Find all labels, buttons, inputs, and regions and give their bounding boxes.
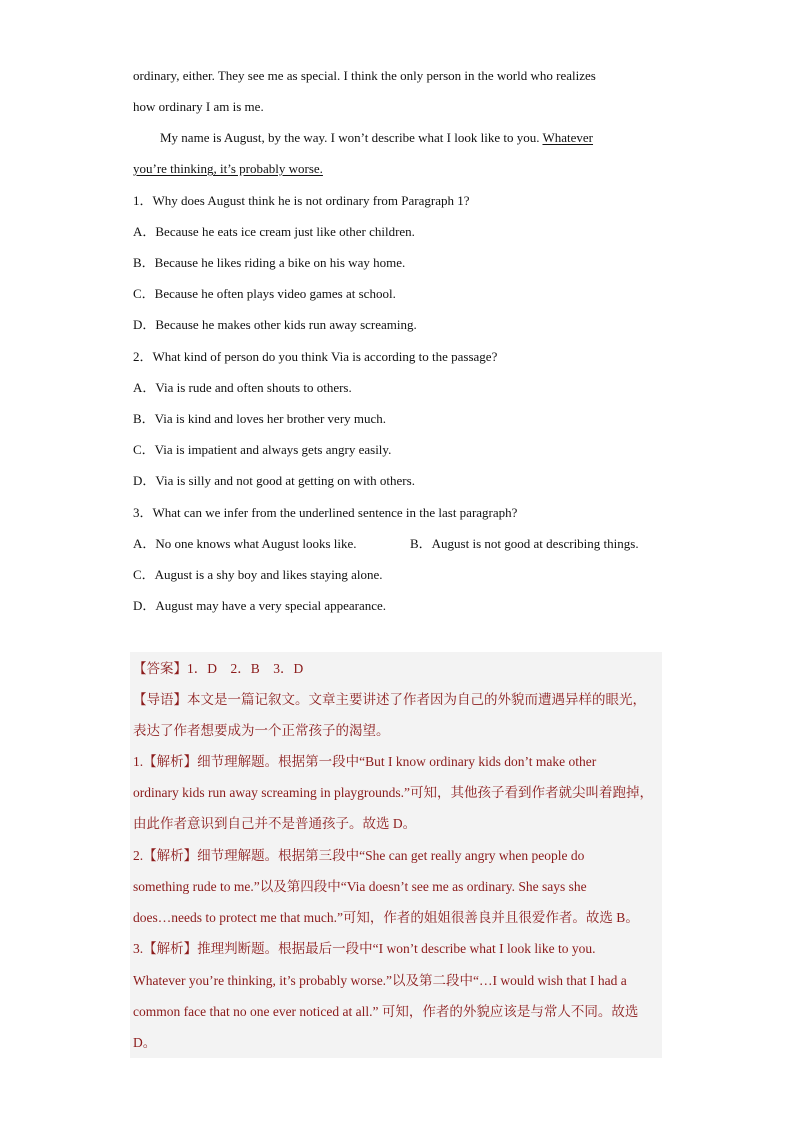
question-option: D．August may have a very special appearance. [133, 598, 387, 613]
underlined-sentence: you’re thinking, it’s probably worse. [133, 161, 323, 176]
question-stem: 1．Why does August think he is not ordinary from Paragraph 1? [133, 193, 470, 208]
question-stem: 2．What kind of person do you think Via is according to the passage? [133, 349, 498, 364]
answer-label: 【答案】 [133, 661, 187, 676]
explanation-line: Whatever you’re thinking, it’s probably worse.”以及第二段中“…I would wish that I had a [133, 973, 627, 988]
explanation-line: D。 [133, 1035, 157, 1050]
passage-line: ordinary, either. They see me as special. I think the only person in the world who realizes [133, 68, 596, 83]
question-option: B．Via is kind and loves her brother very much. [133, 411, 387, 426]
question-option: C．Via is impatient and always gets angry easily. [133, 442, 392, 457]
explanation-line [133, 941, 595, 957]
explanation-text: 细节理解题。根据第一段中“But I know ordinary kids don’t make other [197, 754, 597, 769]
question-option: D．Via is silly and not good at getting on with others. [133, 473, 415, 488]
explanation-line: 由此作者意识到自己并不是普通孩子。故选 D。 [133, 816, 417, 831]
question-option: B．August is not good at describing things. [410, 536, 639, 551]
explanation-label: 3.【解析】 [133, 941, 198, 956]
question-option: C．Because he often plays video games at school. [133, 286, 396, 301]
explanation-label: 2.【解析】 [133, 848, 198, 863]
question-option: A．Via is rude and often shouts to others. [133, 380, 352, 395]
question-option: A．Because he eats ice cream just like other children. [133, 224, 415, 239]
explanation-line [133, 848, 584, 864]
passage-line [133, 161, 323, 177]
explanation-line: does…needs to protect me that much.”可知，作者的姐姐很善良并且很爱作者。故选 B。 [133, 910, 639, 925]
explanation-text: 推理判断题。根据最后一段中“I won’t describe what I look like to you. [197, 941, 596, 956]
explanation-line: ordinary kids run away screaming in playgrounds.”可知，其他孩子看到作者就尖叫着跑掉， [133, 785, 654, 800]
guide-line [133, 692, 646, 708]
question-option: A．No one knows what August looks like. [133, 536, 357, 551]
question-option: C．August is a shy boy and likes staying alone. [133, 567, 383, 582]
explanation-label: 1.【解析】 [133, 754, 198, 769]
answer-line [133, 661, 303, 677]
underlined-sentence: Whatever [542, 130, 594, 145]
guide-text: 本文是一篇记叙文。文章主要讲述了作者因为自己的外貌而遭遇异样的眼光， [187, 692, 646, 707]
answer-text: 1．D 2．B 3．D [187, 661, 304, 676]
passage-line [160, 130, 593, 146]
guide-line: 表达了作者想要成为一个正常孩子的渴望。 [133, 723, 390, 738]
explanation-line: something rude to me.”以及第四段中“Via doesn’t see me as ordinary. She says she [133, 879, 587, 894]
passage-line: how ordinary I am is me. [133, 99, 264, 114]
explanation-text: 细节理解题。根据第三段中“She can get really angry when people do [197, 848, 585, 863]
guide-label: 【导语】 [133, 692, 187, 707]
passage-text: My name is August, by the way. I won’t describe what I look like to you. [160, 130, 543, 145]
question-option: B．Because he likes riding a bike on his way home. [133, 255, 406, 270]
explanation-line: common face that no one ever noticed at all.” 可知，作者的外貌应该是与常人不同。故选 [133, 1004, 639, 1019]
explanation-line [133, 754, 596, 770]
question-stem: 3．What can we infer from the underlined sentence in the last paragraph? [133, 505, 518, 520]
question-option: D．Because he makes other kids run away screaming. [133, 317, 417, 332]
